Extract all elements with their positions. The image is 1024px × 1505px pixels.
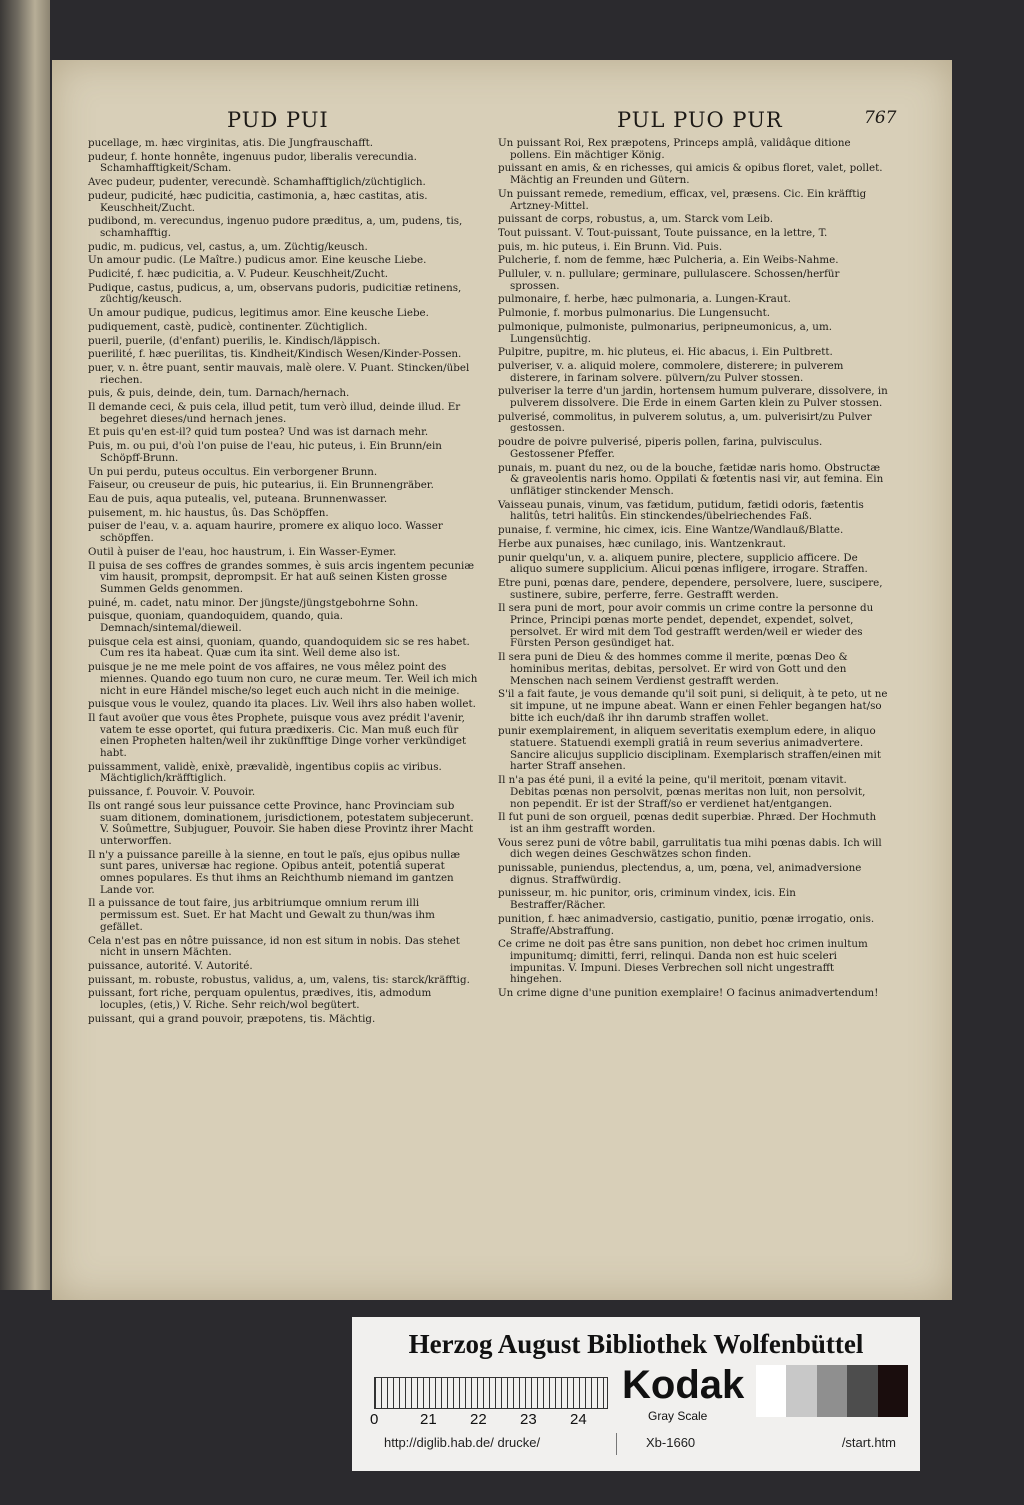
dictionary-entry: puisement, m. hic haustus, ûs. Das Schöpffen. <box>88 506 329 519</box>
dictionary-entry: puisque vous le voulez, quando ita places. Liv. Weil ihrs also haben wollet. <box>88 698 476 711</box>
dictionary-entry: punir exemplairement, in aliquem severitatis exemplum edere, in aliquo statuere. Statuendi exempli gratiâ in reum severius animadvertere. Sancire alicujus supplicio disciplinam. Exemplarisch straffen/einen mit harter Straff ansehen. <box>498 725 881 773</box>
card-footer <box>374 1435 906 1455</box>
dictionary-entry: punais, m. puant du nez, ou de la bouche, fætidæ naris homo. Obstructæ & graveolentis naris homo. Oppilati & fœtentis nasi vir, aut femina. Ein unflätiger stinckender Mensch. <box>498 461 884 497</box>
dictionary-entry: Il n'a pas été puni, il a evité la peine, qu'il meritoit, pœnam vitavit. Debitas pœnas non persolvit, pœnas meritas non luit, non persolvit, non pependit. Er ist der Straff/so er verdienet hat/entgangen. <box>498 774 866 810</box>
dictionary-entry: puis, & puis, deinde, dein, tum. Darnach/hernach. <box>88 387 350 400</box>
dictionary-entry: pulmonique, pulmoniste, pulmonarius, peripneumonicus, a, um. Lungensüchtig. <box>498 320 832 345</box>
dictionary-entry: Vous serez puni de vôtre babil, garrulitatis tua mihi pœnas dabis. Ich will dich wegen deines Geschwätzes schon finden. <box>498 836 882 861</box>
dictionary-entry: pueril, puerile, (d'enfant) puerilis, le. Kindisch/läppisch. <box>88 334 381 347</box>
dictionary-entry: puissance, autorité. V. Autorité. <box>88 960 253 972</box>
dictionary-entry: pudic, m. pudicus, vel, castus, a, um. Züchtig/keusch. <box>88 240 368 253</box>
running-header <box>52 108 952 134</box>
ruler-numbers <box>370 1411 620 1429</box>
dictionary-entry: Faiseur, ou creuseur de puis, hic putearius, ii. Ein Brunnengräber. <box>88 479 434 492</box>
start-page-path: /start.htm <box>841 1435 896 1450</box>
dictionary-entry: puissant de corps, robustus, a, um. Starck vom Leib. <box>498 213 774 226</box>
dictionary-entry: Vaisseau punais, vinum, vas fætidum, putidum, fætidi odoris, fætentis halitûs, tetri halitûs. Ein stinckendes/übelriechendes Faß. <box>498 498 864 523</box>
right-column <box>498 138 888 1002</box>
dictionary-entry: puisque, quoniam, quandoquidem, quando, quia. Demnach/sintemal/dieweil. <box>88 610 344 635</box>
dictionary-entry: puisque cela est ainsi, quoniam, quando, quandoquidem sic se res habet. Cum res ita habeat. Quæ cum ita sint. Weil deme also ist. <box>88 635 470 660</box>
dictionary-entry: Il a puissance de tout faire, jus arbitriumque omnium rerum illi permissum est. Suet. Er hat Macht und Gewalt zu thun/was ihm gefället. <box>88 897 435 933</box>
dictionary-entry: punaise, f. vermine, hic cimex, icis. Eine Wantze/Wandlauß/Blatte. <box>498 524 844 537</box>
shelfmark: Xb-1660 <box>646 1435 696 1450</box>
dictionary-entry: Outil à puiser de l'eau, hoc haustrum, i. Ein Wasser-Eymer. <box>88 545 397 558</box>
gray-swatch <box>756 1365 786 1417</box>
dictionary-entry: Il faut avoüer que vous êtes Prophete, puisque vous avez prédit l'avenir, vatem te esse oportet, qui futura prædixeris. Cic. Man muß euch für einen Propheten halten/weil ihr zukünfftige Dinge vorher verkündiget habt. <box>88 711 467 760</box>
dictionary-entry: puiser de l'eau, v. a. aquam haurire, promere ex aliquo loco. Wasser schöpffen. <box>88 520 443 545</box>
dictionary-entry: pulverisé, commolitus, in pulverem solutus, a, um. pulverisirt/zu Pulver gestossen. <box>498 410 872 435</box>
dictionary-entry: Eau de puis, aqua putealis, vel, puteana. Brunnenwasser. <box>88 492 388 505</box>
dictionary-entry: poudre de poivre pulverisé, piperis pollen, farina, pulvisculus. Gestossener Pfeffer. <box>498 436 823 460</box>
dictionary-entry: pulmonaire, f. herbe, hæc pulmonaria, a. Lungen-Kraut. <box>498 293 791 306</box>
dictionary-entry: Un amour pudique, pudicus, legitimus amor. Eine keusche Liebe. <box>88 307 429 320</box>
dictionary-entry: Un puissant remede, remedium, efficax, vel, præsens. Cic. Ein kräfftig Artzney-Mittel. <box>498 187 867 212</box>
dictionary-entry: pudeur, f. honte honnête, ingenuus pudor, liberalis verecundia. Schamhafftigkeit/Scham. <box>88 150 417 175</box>
dictionary-page <box>52 60 952 1300</box>
left-column <box>88 138 478 1028</box>
dictionary-entry: puiné, m. cadet, natu minor. Der jüngste/jüngstgebohrne Sohn. <box>88 596 419 609</box>
dictionary-entry: Pulmonie, f. morbus pulmonarius. Die Lungensucht. <box>498 307 771 320</box>
dictionary-entry: Pudicité, f. hæc pudicitia, a. V. Pudeur. Keuschheit/Zucht. <box>88 268 389 281</box>
right-running-head: PUL PUO PUR <box>617 108 783 132</box>
dictionary-entry: pudibond, m. verecundus, ingenuo pudore præditus, a, um, pudens, tis, schamhafftig. <box>88 215 463 239</box>
gray-swatch <box>847 1365 877 1417</box>
dictionary-entry: puissant, fort riche, perquam opulentus, prædives, itis, admodum locuples, (etis,) V. Riche. Sehr reich/wol begütert. <box>88 987 432 1012</box>
gray-scale-label: Gray Scale <box>648 1409 708 1423</box>
dictionary-entry: Il n'y a puissance pareille à la sienne, en tout le païs, ejus opibus nullæ sunt pares, universæ hac regione. Opibus anteit, potentiâ superat omnes populares. Es thut ihms an Reichthumb niemand im gantzen Lande vor. <box>88 848 461 896</box>
dictionary-entry: punir quelqu'un, v. a. aliquem punire, plectere, supplicio afficere. De aliquo sumere supplicium. Alicui pœnas infligere, irrogare. Straffen. <box>498 551 868 576</box>
dictionary-entry: pucellage, m. hæc virginitas, atis. Die Jungfrauschafft. <box>88 137 373 149</box>
digital-library-url: http://diglib.hab.de/ drucke/ <box>384 1435 541 1450</box>
dictionary-entry: pudeur, pudicité, hæc pudicitia, castimonia, a, hæc castitas, atis. Keuschheit/Zucht. <box>88 189 428 214</box>
dictionary-entry: Un amour pudic. (Le Maître.) pudicus amor. Eine keusche Liebe. <box>88 254 427 267</box>
dictionary-entry: pulveriser, v. a. aliquid molere, commolere, disterere; in pulverem disterere, in farinam solvere. pülvern/zu Pulver stossen. <box>498 359 844 384</box>
left-running-head: PUD PUI <box>227 108 329 132</box>
dictionary-entry: Il demande ceci, & puis cela, illud petit, tum verò illud, deinde illud. Er begehret dieses/und hernach jenes. <box>88 401 461 425</box>
dictionary-entry: puisque je ne me mele point de vos affaires, ne vous mêlez point des miennes. Quando ego tuum non curo, ne curæ meum. Ter. Weil ich mich nicht in eure Händel mische/so leget euch auch nicht in die meinige. <box>88 661 478 697</box>
dictionary-entry: puissance, f. Pouvoir. V. Pouvoir. <box>88 786 256 799</box>
kodak-logo: Kodak <box>622 1363 745 1407</box>
dictionary-entry: Un puissant Roi, Rex præpotens, Princeps amplâ, validâque ditione pollens. Ein mächtiger König. <box>498 137 851 161</box>
dictionary-entry: Il sera puni de mort, pour avoir commis un crime contre la personne du Prince, Principi pœnas morte pendet, dependet, expendet, solvet, persolvet. Er wird mit dem Tod gestrafft werden/weil er wieder des Fürsten Person gesündiget hat. <box>498 602 874 650</box>
dictionary-entry: puissant, m. robuste, robustus, validus, a, um, valens, tis: starck/kräfftig. <box>88 973 470 986</box>
dictionary-entry: puissamment, validè, enixè, prævalidè, ingentibus copiis ac viribus. Mächtiglich/kräfftiglich. <box>88 760 442 785</box>
dictionary-entry: Il puisa de ses coffres de grandes sommes, è suis arcis ingentem pecuniæ vim hausit, prompsit, deprompsit. Er hat auß seinen Kisten grosse Summen Gelds genommen. <box>88 559 475 595</box>
dictionary-entry: Pulcherie, f. nom de femme, hæc Pulcheria, a. Ein Weibs-Nahme. <box>498 254 839 267</box>
dictionary-entry: Pulpitre, pupitre, m. hic pluteus, ei. Hic abacus, i. Ein Pultbrett. <box>498 346 833 359</box>
dictionary-entry: Avec pudeur, pudenter, verecundè. Schamhafftiglich/züchtiglich. <box>88 176 426 189</box>
gray-swatch <box>878 1365 908 1417</box>
dictionary-entry: Il fut puni de son orgueil, pœnas dedit superbiæ. Phræd. Der Hochmuth ist an ihm gestrafft worden. <box>498 811 877 835</box>
dictionary-entry: punition, f. hæc animadversio, castigatio, punitio, pœnæ irrogatio, onis. Straffe/Abstraffung. <box>498 912 875 937</box>
gray-swatch <box>786 1365 816 1417</box>
dictionary-entry: Cela n'est pas en nôtre puissance, id non est situm in nobis. Das stehet nicht in unsern Mächten. <box>88 934 460 959</box>
dictionary-entry: puissant en amis, & en richesses, qui amicis & opibus floret, valet, pollet. Mächtig an Freunden und Gütern. <box>498 162 883 187</box>
dictionary-entry: punissable, puniendus, plectendus, a, um, pœna, vel, animadversione dignus. Straffwürdig. <box>498 862 862 886</box>
dictionary-entry: puer, v. n. être puant, sentir mauvais, malè olere. V. Puant. Stincken/übel riechen. <box>88 361 470 386</box>
dictionary-entry: Ce crime ne doit pas être sans punition, non debet hoc crimen inultum impunitumq; dimitti, ferri, relinqui. Danda non est huic sceleri impunitas. V. Impuni. Dieses Verbrechen soll nicht ungestrafft hingehen. <box>498 938 868 986</box>
dictionary-entry: puerilité, f. hæc puerilitas, tis. Kindheit/Kindisch Wesen/Kinder-Possen. <box>88 348 462 361</box>
dictionary-entry: Et puis qu'en est-il? quid tum postea? Und was ist darnach mehr. <box>88 426 429 439</box>
dictionary-entry: Un pui perdu, puteus occultus. Ein verborgener Brunn. <box>88 465 378 478</box>
dictionary-entry: punisseur, m. hic punitor, oris, criminum vindex, icis. Ein Bestraffer/Rächer. <box>498 887 796 912</box>
library-name: Herzog August Bibliothek Wolfenbüttel <box>408 1329 864 1359</box>
dictionary-entry: Etre puni, pœnas dare, pendere, dependere, persolvere, luere, suscipere, sustinere, subire, perferre, ferre. Gestrafft werden. <box>498 576 883 601</box>
dictionary-entry: Puis, m. ou pui, d'où l'on puise de l'eau, hic puteus, i. Ein Brunn/ein Schöpff-Brunn. <box>88 440 442 464</box>
dictionary-entry: Il sera puni de Dieu & des hommes comme il merite, pœnas Deo & hominibus meritas, debitas, persolvet. Er wird von Gott und den Menschen nach seinem Verdienst gestrafft werden. <box>498 651 848 687</box>
dictionary-entry: Ils ont rangé sous leur puissance cette Province, hanc Provinciam sub suam ditionem, dominationem, jurisdictionem, potestatem subjecerunt. V. Soûmettre, Subjuguer, Pouvoir. Sie haben diese Provintz ihrer Macht unterworffen. <box>88 799 474 847</box>
dictionary-entry: Tout puissant. V. Tout-puissant, Toute puissance, en la lettre, T. <box>498 226 828 239</box>
dictionary-entry: Pudique, castus, pudicus, a, um, observans pudoris, pudicitiæ retinens, züchtig/keusch. <box>88 281 462 306</box>
dictionary-entry: S'il a fait faute, je vous demande qu'il soit puni, si deliquit, à te peto, ut ne sit impune, ut ne impune abeat. Wann er einen Fehler begangen hat/so bitte ich euch/daß ihr ihn darumb straffen wollet. <box>498 688 888 724</box>
gray-scale-swatches <box>756 1365 908 1417</box>
dictionary-entry: pudiquement, castè, pudicè, continenter. Züchtiglich. <box>88 320 368 333</box>
dictionary-entry: Herbe aux punaises, hæc cunilago, inis. Wantzenkraut. <box>498 537 786 550</box>
measurement-ruler <box>374 1377 608 1409</box>
dictionary-entry: pulveriser la terre d'un jardin, hortensem humum pulverare, dissolvere, in pulverem dissolvere. Die Erde in einem Garten klein zu Pulver stossen. <box>498 385 888 410</box>
ruler-number: 0 <box>370 1411 379 1428</box>
dictionary-entry: Un crime digne d'une punition exemplaire! O facinus animadvertendum! <box>498 987 879 1000</box>
gray-swatch <box>817 1365 847 1417</box>
book-binding-edge <box>0 0 50 1290</box>
dictionary-entry: puis, m. hic puteus, i. Ein Brunn. Vid. Puis. <box>498 240 723 253</box>
ruler-number: 24 <box>570 1411 587 1428</box>
ruler-number: 21 <box>420 1411 437 1428</box>
dictionary-entry: Pulluler, v. n. pullulare; germinare, pullulascere. Schossen/herfür sprossen. <box>498 268 840 292</box>
dictionary-entry: puissant, qui a grand pouvoir, præpotens, tis. Mächtig. <box>88 1012 376 1025</box>
ruler-number: 23 <box>520 1411 537 1428</box>
footer-divider <box>616 1433 617 1455</box>
color-calibration-card <box>352 1317 920 1471</box>
ruler-number: 22 <box>470 1411 487 1428</box>
page-number: 767 <box>864 108 897 128</box>
